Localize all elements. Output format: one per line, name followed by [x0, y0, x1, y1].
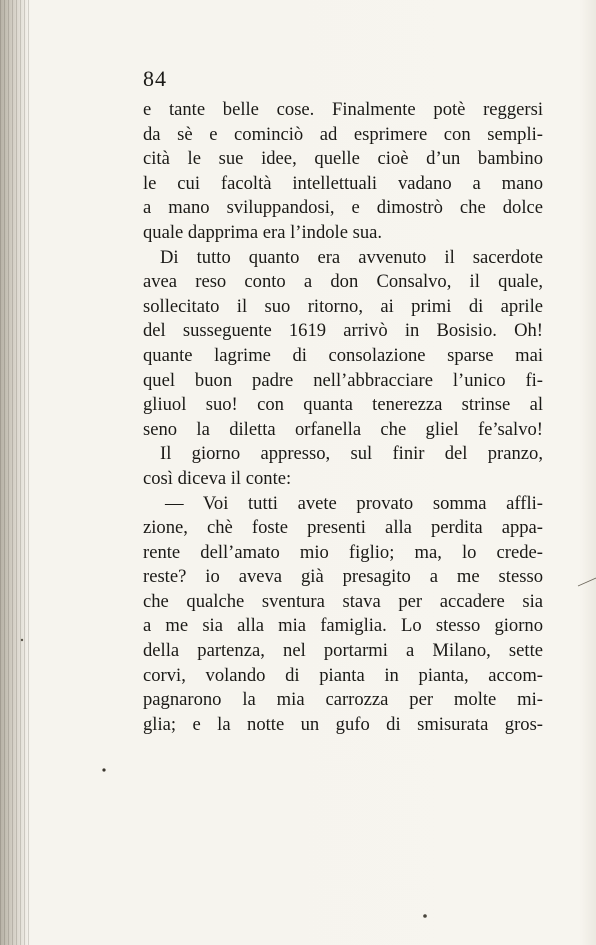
text-line: così diceva il conte:	[143, 467, 292, 489]
text-line: che qualche sventura stava per accadere sia	[143, 590, 543, 612]
text-line: da sè e cominciò ad esprimere con sempli-	[143, 123, 543, 145]
body-text	[143, 98, 543, 737]
text-line: cità le sue idee, quelle cioè d’un bambino	[143, 148, 543, 170]
text-line: del susseguente 1619 arrivò in Bosisio. Oh!	[143, 320, 543, 342]
text-line: sollecitato il suo ritorno, ai primi di aprile	[143, 295, 543, 317]
text-line: seno la diletta orfanella che gliel fe’salvo!	[143, 418, 543, 440]
text-line: zione, chè foste presenti alla perdita appa-	[143, 517, 543, 539]
text-line: glia; e la notte un gufo di smisurata gros-	[143, 713, 543, 735]
paper-speck	[423, 914, 427, 918]
text-line: — Voi tutti avete provato somma affli-	[165, 492, 543, 514]
text-line: quel buon padre nell’abbracciare l’unico fi-	[143, 369, 543, 391]
page-number: 84	[143, 66, 167, 91]
text-line: a me sia alla mia famiglia. Lo stesso giorno	[143, 615, 543, 637]
text-line: corvi, volando di pianta in pianta, accom-	[143, 664, 543, 686]
text-line: quale dapprima era l’indole sua.	[143, 221, 383, 243]
text-line: le cui facoltà intellettuali vadano a mano	[143, 172, 543, 194]
text-line: avea reso conto a don Consalvo, il quale,	[143, 271, 543, 293]
paper-crease	[578, 578, 596, 586]
text-line: Di tutto quanto era avvenuto il sacerdote	[160, 246, 543, 268]
text-line: reste? io aveva già presagito a me stesso	[143, 566, 543, 588]
text-line: e tante belle cose. Finalmente potè reggersi	[143, 99, 543, 120]
paper-speck	[102, 768, 105, 771]
text-line: della partenza, nel portarmi a Milano, sette	[143, 640, 543, 662]
text-line: gliuol suo! con quanta tenerezza strinse al	[143, 394, 543, 416]
text-line: Il giorno appresso, sul finir del pranzo,	[160, 443, 543, 465]
text-line: pagnarono la mia carrozza per molte mi-	[143, 689, 543, 711]
text-line: rente dell’amato mio figlio; ma, lo crede-	[143, 541, 543, 563]
text-line: a mano sviluppandosi, e dimostrò che dolce	[143, 197, 543, 219]
binding-gutter	[0, 0, 30, 945]
text-line: quante lagrime di consolazione sparse mai	[143, 344, 543, 366]
